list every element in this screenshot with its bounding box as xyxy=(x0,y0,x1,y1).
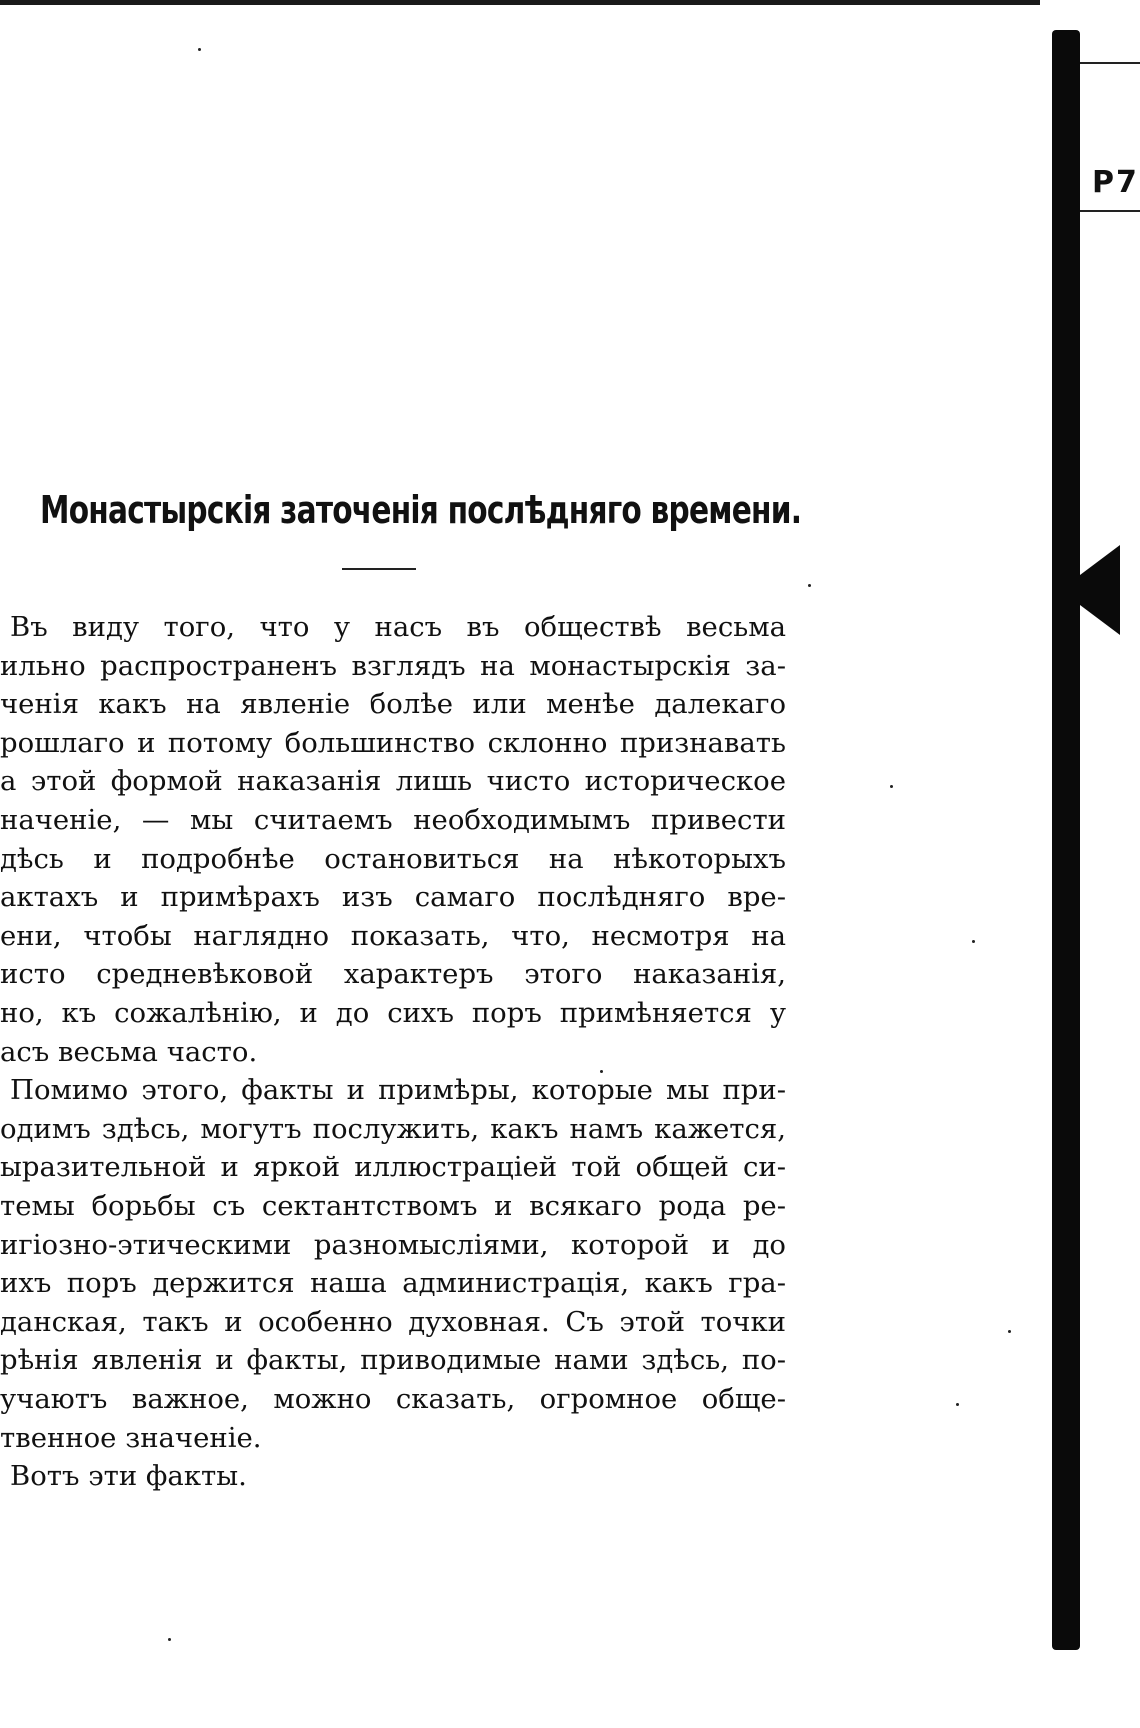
text-line: Помимо этого, факты и примѣры, которые мы при- xyxy=(10,1074,786,1107)
title-divider xyxy=(342,568,416,570)
text-line: игіозно-этическими разномысліями, которой и до xyxy=(0,1228,786,1261)
text-line: темы борьбы съ сектантствомъ и всякаго рода ре- xyxy=(0,1190,786,1222)
text-line: асъ весьма часто. xyxy=(0,1035,258,1068)
scan-speck xyxy=(168,1638,171,1641)
text-line: рошлаго и потому большинство склонно признавать xyxy=(0,726,786,759)
text-line: Въ виду того, что у насъ въ обществѣ весьма xyxy=(10,611,786,643)
text-line: Вотъ эти факты. xyxy=(10,1460,247,1493)
text-line: данская, такъ и особенно духовная. Съ этой точки xyxy=(0,1305,786,1338)
binding-line-bottom xyxy=(1080,210,1140,212)
scan-top-edge xyxy=(0,0,1040,5)
text-line: ильно распространенъ взглядъ на монастырскія за- xyxy=(0,649,786,682)
scan-speck xyxy=(808,584,811,587)
scan-speck xyxy=(600,1070,603,1073)
text-line: дѣсь и подробнѣе остановиться на нѣкоторыхъ xyxy=(0,842,786,875)
text-line: твенное значеніе. xyxy=(0,1421,262,1454)
text-line: исто средневѣковой характеръ этого наказанія, xyxy=(0,958,786,991)
binding-line-top xyxy=(1080,62,1140,64)
text-line: ихъ поръ держится наша администрація, какъ гра- xyxy=(0,1267,786,1300)
book-binding-shadow xyxy=(1052,30,1080,1650)
text-line: актахъ и примѣрахъ изъ самаго послѣдняго вре- xyxy=(0,881,786,914)
scan-speck xyxy=(890,785,893,788)
page-code-label: P7 xyxy=(1092,165,1139,200)
scan-speck xyxy=(198,48,201,51)
binding-notch xyxy=(1060,545,1120,635)
text-line: ыразительной и яркой иллюстраціей той общей си- xyxy=(0,1151,786,1184)
text-line: учаютъ важное, можно сказать, огромное обще- xyxy=(0,1383,786,1415)
scan-speck xyxy=(1008,1330,1011,1333)
text-line: наченіе, — мы считаемъ необходимымъ привести xyxy=(0,804,786,836)
text-line: ени, чтобы наглядно показать, что, несмотря на xyxy=(0,919,786,952)
text-line: одимъ здѣсь, могутъ послужить, какъ намъ кажется, xyxy=(0,1112,786,1145)
text-line: но, къ сожалѣнію, и до сихъ поръ примѣняется у xyxy=(0,997,786,1029)
scan-speck xyxy=(956,1403,959,1406)
text-line: ченія какъ на явленіе болѣе или менѣе далекаго xyxy=(0,688,786,721)
scan-speck xyxy=(972,940,975,943)
text-line: рѣнія явленія и факты, приводимые нами здѣсь, по- xyxy=(0,1344,786,1377)
text-line: а этой формой наказанія лишь чисто историческое xyxy=(0,765,786,798)
chapter-title: Монастырскія заточенія послѣдняго времени. xyxy=(40,488,802,532)
